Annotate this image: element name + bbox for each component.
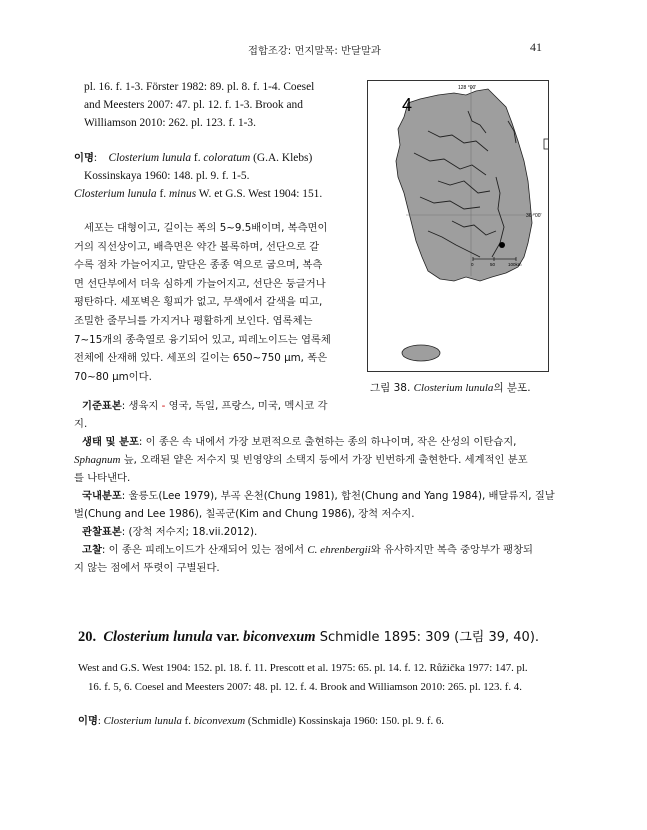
synonym-block-2: 이명: Closterium lunula f. biconvexum (Schmidle) Kossinskaja 1960: 150. pl. 9. f. 6.: [78, 715, 444, 727]
reference-line: and Meesters 2007: 47. pl. 12. f. 1-3. Brook and: [84, 99, 303, 112]
reference-line: 16. f. 5, 6. Coesel and Meesters 2007: 48. pl. 12. f. 4. Brook and Williamson 2010: 265. pl. 123. f. 4.: [88, 681, 522, 693]
reference-line: West and G.S. West 1904: 152. pl. 18. f. 11. Prescott et al. 1975: 65. pl. 14. f. 12. Růžička 1977: 147. pl.: [78, 662, 528, 674]
domestic-label: 국내분포: [82, 490, 122, 502]
reference-list-top: [84, 78, 347, 133]
scale-label-0: 0: [471, 262, 474, 267]
map-number: 4: [402, 95, 413, 115]
scale-label-100: 100km: [508, 262, 522, 267]
ulleung-inset: [544, 139, 548, 149]
ecology-label: 생태 및 분포: [82, 436, 139, 448]
description-paragraph: 세포는 대형이고, 길이는 폭의 5~9.5배이며, 복측면이 거의 직선상이고, 배측면은 약간 볼록하며, 선단으로 갈 수록 점차 가늘어지고, 말단은 종종 역으로 굽으며, 복측 면 선단부에서 더욱 심하게 가늘어지고, 선단은 둥글거나 평탄하다. 세포벽은 횡피가 없고, 무색에서 갈색을 띠고, 조밀한 줄무늬를 가지거나 평활하게 보인다. 엽록체는 7~15개의 종축열로 융기되어 있고, 피레노이드는 엽록체 전체에 산재해 있다. 세포의 길이는 650~750 μm, 폭은 70~80 μm이다.: [74, 222, 331, 383]
observed-specimen: 관찰표본: (장척 저수지; 18.vii.2012).: [82, 526, 258, 538]
taxon-name: Closterium lunula: [103, 629, 213, 645]
figure-caption: 그림 38. Closterium lunula의 분포.: [370, 382, 531, 394]
observed-label: 관찰표본: [82, 526, 122, 538]
collection-site-marker: [499, 242, 505, 248]
taxon-name: Closterium lunula: [74, 188, 157, 201]
type-locality-label: 기준표본: [82, 400, 122, 412]
synonym-block: 이명: Closterium lunula f. coloratum (G.A. Klebs) Kossinskaya 1960: 148. pl. 9. f. 1-5. Closterium lunula f. minus W. et G.S. West 1904: 151.: [74, 152, 323, 201]
remarks-paragraph: 고찰: 이 종은 피레노이드가 산재되어 있는 점에서 C. ehrenbergii와 유사하지만 복측 중앙부가 팽창되 지 않는 점에서 뚜렷이 구별된다.: [74, 544, 533, 575]
jeju-island: [402, 345, 440, 361]
section-heading: 20. Closterium lunula var. biconvexum Schmidle 1895: 309 (그림 39, 40).: [78, 629, 540, 645]
reference-list-bottom: [78, 659, 570, 697]
page-number: 41: [530, 40, 542, 54]
distribution-map: [367, 80, 549, 372]
korea-map-graphic: [368, 81, 548, 371]
running-header: 접합조강: 먼지말목: 반달말과: [248, 45, 381, 57]
synonym-label: 이명: [78, 715, 98, 727]
synonym-label: 이명: [74, 152, 94, 164]
taxon-name: Closterium lunula: [108, 152, 192, 164]
domestic-distribution: 국내분포: 울릉도(Lee 1979), 부곡 온천(Chung 1981), 합천(Chung and Yang 1984), 배달류지, 질날 벌(Chung and Lee 1986), 칠곡군(Kim and Chung 1986), 장척 저수지.: [74, 490, 555, 521]
reference-line: Williamson 2010: 262. pl. 123. f. 1-3.: [84, 117, 256, 130]
longitude-label: 128 °00': [458, 85, 477, 91]
type-locality: 기준표본: 생육지 - 영국, 독일, 프랑스, 미국, 멕시코 각 지.: [74, 400, 328, 431]
remarks-label: 고찰: [82, 544, 102, 556]
korean-peninsula: [396, 89, 532, 281]
reference-line: pl. 16. f. 1-3. Förster 1982: 89. pl. 8. f. 1-4. Coesel: [84, 81, 315, 93]
ecology-paragraph: 생태 및 분포: 이 종은 속 내에서 가장 보편적으로 출현하는 종의 하나이며, 작은 산성의 이탄습지, Sphagnum 늪, 오래된 얕은 저수지 및 빈영양의 소택지 등에서 가장 빈번하게 출현한다. 세계적인 분포 를 나타낸다.: [74, 436, 528, 485]
scale-label-50: 50: [490, 262, 496, 267]
latitude-label: 36 °00': [526, 213, 542, 219]
